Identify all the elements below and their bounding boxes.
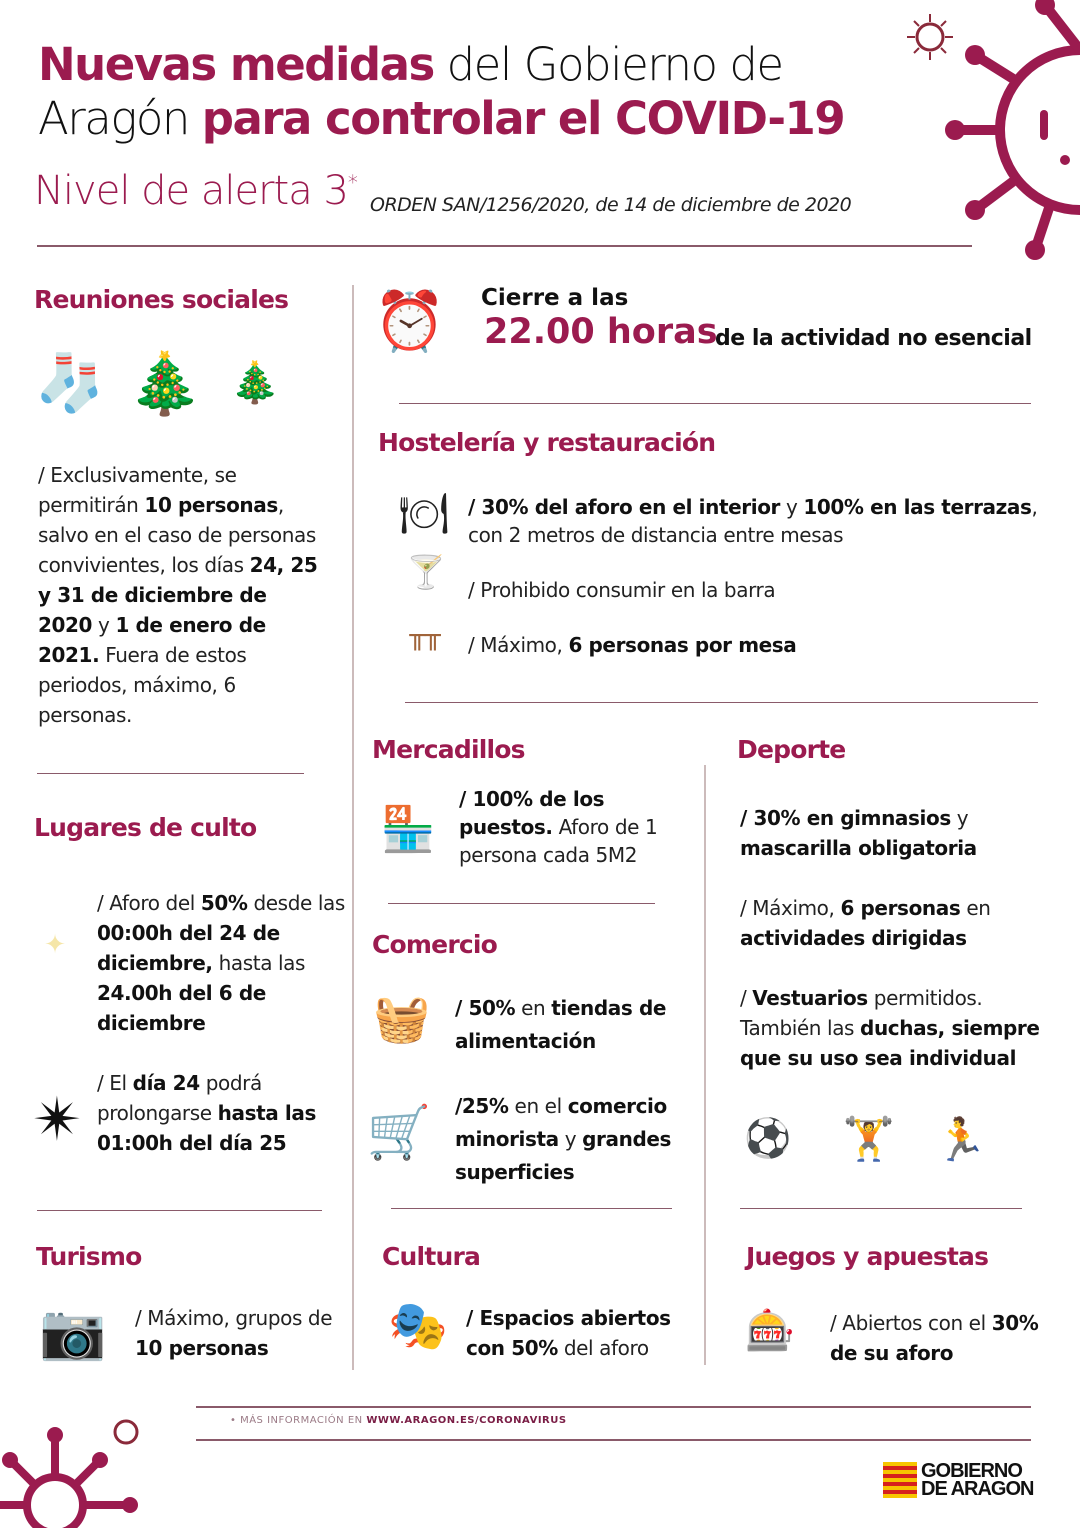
bold-text: / 100% de los puestos.	[459, 787, 605, 839]
text: Aforo de 1 persona cada 5M2	[459, 815, 658, 867]
juegos-heading: Juegos y apuestas	[746, 1242, 989, 1271]
text: y	[950, 806, 969, 830]
bold-text: Nuevas medidas	[38, 38, 434, 91]
text: , con 2 metros de distancia entre mesas	[468, 495, 1038, 547]
bold-text: 00:00h del 24 de diciembre,	[97, 921, 280, 975]
text: desde las	[247, 891, 345, 915]
hosteleria-heading: Hostelería y restauración	[378, 428, 716, 457]
comercio-item-minorista	[455, 1090, 700, 1189]
alarm-clock-icon: ⏰	[373, 286, 447, 355]
cierre-time: 22.00 horas	[484, 312, 718, 352]
title-line-1	[38, 38, 844, 92]
text: / Exclusivamente, se permitirán	[38, 463, 237, 517]
bold-text: 6 personas	[840, 896, 961, 920]
alert-level	[34, 168, 357, 214]
deporte-item-vestuarios	[740, 983, 1065, 1073]
star-icon: ✴	[32, 1085, 83, 1155]
weightlifting-icon: 🏋	[842, 1114, 896, 1163]
cierre-description: de la actividad no esencial	[715, 326, 1032, 351]
bold-text: para controlar el COVID-19	[201, 92, 845, 145]
column-divider	[352, 285, 354, 1370]
section-divider	[37, 773, 304, 774]
logo-line-1: GOBIERNO	[921, 1460, 1022, 1482]
bold-text: 1 de enero de 2021.	[38, 613, 266, 667]
text: / El	[97, 1071, 133, 1095]
small-virus-icon	[905, 12, 955, 62]
text: permitidos. También las	[740, 986, 983, 1040]
bold-text: 24, 25 y 31 de diciembre de 2020	[38, 553, 318, 637]
theater-masks-icon: 🎭	[388, 1297, 448, 1354]
bold-text: 30% de su aforo	[830, 1311, 1039, 1365]
mercadillos-text	[459, 785, 689, 869]
deporte-heading: Deporte	[737, 735, 846, 764]
bold-text: tiendas de alimentación	[455, 996, 667, 1053]
comercio-item-alimentacion	[455, 992, 695, 1058]
hosteleria-item-mesa	[468, 630, 1028, 660]
section-divider	[740, 1208, 1022, 1209]
reuniones-text	[38, 460, 323, 730]
bold-text: día 24	[132, 1071, 200, 1095]
text: podrá prolongarse	[97, 1071, 262, 1125]
alert-level-text: Nivel de alerta 3	[34, 168, 348, 214]
header-divider	[37, 245, 972, 247]
logo-line-2: DE ARAGON	[921, 1478, 1034, 1500]
text: en	[960, 896, 991, 920]
text: / Aforo del	[97, 891, 201, 915]
deporte-item-actividades	[740, 893, 1060, 953]
christmas-stocking-icon: 🧦	[35, 350, 105, 416]
bold-text: comercio minorista	[455, 1094, 667, 1151]
virus-illustration	[940, 0, 1080, 270]
virus-illustration-bottom	[0, 1410, 150, 1528]
text: del Gobierno de	[433, 38, 783, 91]
bold-text: 10 personas	[144, 493, 278, 517]
serving-cloche-icon: 🍽	[398, 490, 450, 537]
hosteleria-item-aforo	[468, 493, 1038, 549]
alert-asterisk: *	[347, 170, 357, 195]
bold-text: grandes superficies	[455, 1127, 672, 1184]
comercio-heading: Comercio	[372, 930, 498, 959]
bold-text: / 30% del aforo en el interior	[468, 495, 780, 519]
text: / Máximo,	[468, 633, 569, 657]
cierre-label: Cierre a las	[481, 285, 629, 311]
cultura-text	[466, 1303, 696, 1363]
cultura-heading: Cultura	[382, 1242, 481, 1271]
text: y	[92, 613, 116, 637]
bold-text: Vestuarios	[752, 986, 868, 1010]
turismo-heading: Turismo	[36, 1242, 142, 1271]
bold-text: 50%	[200, 891, 248, 915]
text: / Abiertos con el	[830, 1311, 992, 1335]
culto-text-2	[97, 1068, 337, 1158]
table-chairs-icon: ╥╥	[409, 621, 441, 651]
sparkle-icon: ✦	[44, 930, 66, 960]
bold-text: 24.00h del 6 de diciembre	[97, 981, 266, 1035]
text: Aragón	[38, 92, 202, 145]
page-title	[38, 38, 844, 146]
text: / Máximo,	[740, 896, 841, 920]
order-reference: ORDEN SAN/1256/2020, de 14 de diciembre de 2020	[370, 194, 852, 216]
christmas-tree-icon: 🎄	[127, 348, 203, 419]
culto-text-1	[97, 888, 347, 1038]
reuniones-heading: Reuniones sociales	[34, 285, 289, 314]
column-divider	[704, 765, 706, 1365]
bold-text: / 50%	[455, 996, 516, 1020]
bold-text: hasta las 01:00h del día 25	[97, 1101, 316, 1155]
bold-text: 10 personas	[135, 1336, 269, 1360]
text: del aforo	[557, 1336, 649, 1360]
title-line-2	[38, 92, 844, 146]
text: hasta las	[212, 951, 306, 975]
footer-divider-top	[196, 1406, 1031, 1408]
text: en	[515, 996, 552, 1020]
bold-text: 6 personas por mesa	[568, 633, 797, 657]
culto-heading: Lugares de culto	[34, 813, 257, 842]
aragon-flag-icon	[883, 1462, 917, 1498]
section-divider	[391, 1208, 672, 1209]
text: Fuera de estos periodos, máximo, 6 personas.	[38, 643, 247, 727]
bold-text: / Espacios abiertos con 50%	[466, 1306, 671, 1360]
text: y	[780, 495, 804, 519]
more-info-link[interactable]: WWW.ARAGON.ES/CORONAVIRUS	[366, 1415, 567, 1426]
juegos-text	[830, 1308, 1050, 1368]
bold-text: mascarilla obligatoria	[740, 836, 977, 860]
cocktail-icon: 🍸	[406, 553, 446, 591]
market-stall-icon: 🏪	[380, 804, 436, 855]
footer-divider-bottom	[196, 1439, 1031, 1441]
camera-icon: 📷	[39, 1300, 107, 1363]
deporte-item-gimnasios	[740, 803, 1060, 863]
runner-icon: 🏃	[934, 1115, 988, 1164]
section-divider	[388, 903, 655, 904]
christmas-ornaments-icon: 🎄	[230, 360, 280, 406]
bold-text: 100% en las terrazas	[803, 495, 1032, 519]
casino-chips-icon: 🎰	[745, 1307, 795, 1354]
section-divider	[37, 1210, 322, 1211]
text: en el	[508, 1094, 568, 1118]
text: / Prohibido consumir en la barra	[468, 578, 776, 602]
mercadillos-heading: Mercadillos	[372, 735, 525, 764]
section-divider	[405, 702, 1038, 703]
text: , salvo en el caso de personas convivientes, los días	[38, 493, 316, 577]
shopping-cart-icon: 🛒	[366, 1102, 432, 1163]
bold-text: duchas, siempre que su uso sea individual	[740, 1016, 1040, 1070]
soccer-ball-icon: ⚽	[744, 1115, 792, 1160]
bold-text: / 30% en gimnasios	[740, 806, 951, 830]
text: /	[740, 986, 753, 1010]
more-info-label: • MÁS INFORMACIÓN EN	[230, 1415, 367, 1426]
grocery-basket-icon: 🧺	[373, 990, 431, 1045]
section-divider	[399, 403, 1031, 404]
text: y	[558, 1127, 583, 1151]
bold-text: actividades dirigidas	[740, 926, 967, 950]
text: / Máximo, grupos de	[135, 1306, 333, 1330]
hosteleria-item-barra	[468, 575, 1028, 605]
turismo-text	[135, 1303, 345, 1363]
gobierno-aragon-logo	[883, 1462, 1033, 1498]
more-info	[230, 1415, 567, 1426]
bold-text: /25%	[455, 1094, 509, 1118]
